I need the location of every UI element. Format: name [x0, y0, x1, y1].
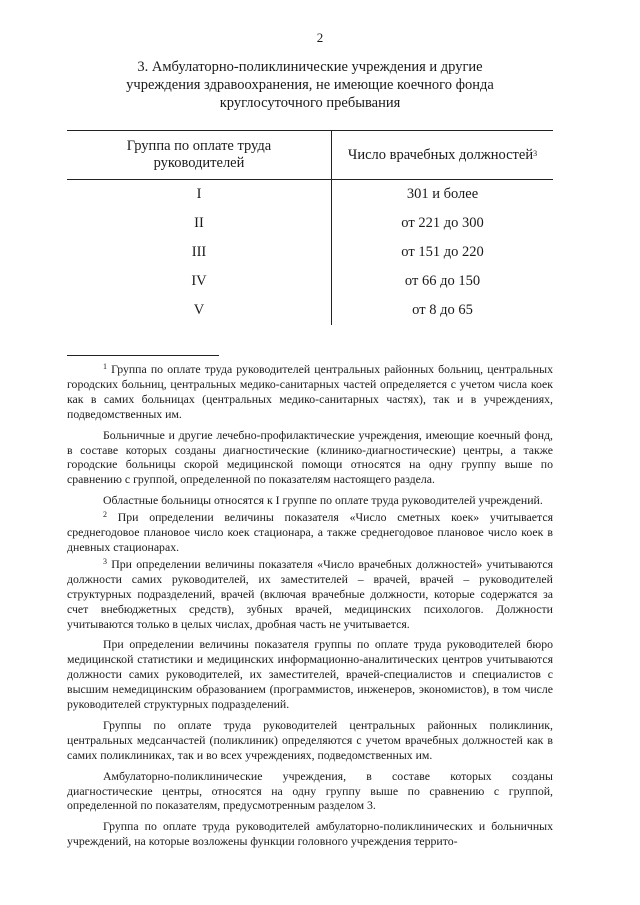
count-cell: от 66 до 150	[404, 273, 481, 289]
footnote-1-paragraph-1	[67, 362, 553, 422]
table-row	[67, 180, 553, 210]
header-doctor-positions	[332, 131, 554, 180]
count-cell: от 221 до 300	[401, 215, 484, 231]
group-cell: II	[67, 209, 332, 238]
footnote-3-text-1: При определении величины показателя «Число врачебных должностей» учитываются должности самих руководителей, их заместителей – врачей, врачей – руководителей структурных подразделений, врачей (включая врачебные должности, которые содержатся за счет внебюджетных средств), зубных врачей, медицинских психологов. Должности учитываются только в целых числах, дробная часть не учитывается.	[67, 556, 553, 631]
group-cell: V	[67, 296, 332, 325]
footnote-1-text-1: Группа по оплате труда руководителей центральных районных больниц, центральных городских больниц, центральных медико-санитарных частей определяется с учетом числа коек как в самих больницах (центральных медико-санитарных частях), так и в учреждениях, подведомственных им.	[67, 362, 553, 421]
footnote-3-text-4: Амбулаторно-поликлинические учреждения, в составе которых созданы диагностические центры, относятся на одну группу выше по сравнению с группой, определенной по показателям, предусмотренным разделом 3.	[67, 768, 553, 813]
footnote-3-paragraph-1	[67, 557, 553, 632]
header-doctor-positions-label: Число врачебных должностей	[347, 146, 534, 163]
footnote-ref-3: 3	[533, 148, 538, 158]
footnotes	[67, 362, 553, 855]
section-title-line-1: 3. Амбулаторно-поликлинические учреждения и другие	[137, 59, 483, 75]
footnote-1-text-3: Областные больницы относятся к I группе по оплате труда руководителей учреждений.	[103, 493, 543, 508]
footnote-separator	[67, 355, 219, 356]
footnote-3-paragraph-5	[67, 819, 553, 849]
footnote-1-paragraph-2	[67, 428, 553, 488]
table-header-row	[67, 131, 553, 180]
table-row	[67, 209, 553, 238]
header-pay-group-line-2: руководителей	[153, 155, 245, 171]
footnote-3-text-2: При определении величины показателя группы по оплате труда руководителей бюро медицинской статистики и медицинских информационно-аналитических центров учитываются должности самих руководителей, их заместителей, врачей-специалистов и специалистов с высшим немедицинским образованием (программистов, инженеров, экономистов), в том числе руководителей структурных подразделений.	[67, 637, 553, 712]
table-row	[67, 296, 553, 325]
footnote-mark-1: 1	[103, 362, 107, 371]
footnote-3-paragraph-2	[67, 637, 553, 712]
page-number: 2	[316, 30, 324, 45]
group-cell: I	[67, 180, 332, 210]
count-cell: от 8 до 65	[412, 302, 473, 318]
section-title-line-3: круглосуточного пребывания	[219, 95, 401, 111]
group-cell: IV	[67, 267, 332, 296]
footnote-3-paragraph-4	[67, 769, 553, 814]
footnote-3-paragraph-3	[67, 718, 553, 763]
header-pay-group-line-1: Группа по оплате труда	[126, 138, 272, 154]
section-title	[90, 58, 530, 112]
footnote-mark-3: 3	[103, 556, 107, 566]
count-cell: от 151 до 220	[401, 244, 484, 260]
table-row	[67, 267, 553, 296]
footnote-2-paragraph-1	[67, 510, 553, 555]
pay-group-table	[67, 130, 553, 325]
group-cell: III	[67, 238, 332, 267]
footnote-3-text-3: Группы по оплате труда руководителей центральных районных поликлиник, центральных медсанчастей (поликлиник) определяются с учетом врачебных должностей как в самих поликлиниках, так и во всех учреждениях, подведомственных им.	[67, 717, 553, 762]
count-cell: 301 и более	[406, 186, 479, 202]
table-row	[67, 238, 553, 267]
footnote-3-text-5: Группа по оплате труда руководителей амбулаторно-поликлинических и больничных учреждений, на которые возложены функции головного учреждения террито-	[67, 819, 553, 849]
footnote-1-text-2: Больничные и другие лечебно-профилактические учреждения, имеющие коечный фонд, в составе которых созданы диагностические (клинико-диагностические) центры, а также городские больницы скорой медицинской помощи относятся на одну группу выше по сравнению с группой, определенной по показателям настоящего раздела.	[67, 427, 553, 487]
section-title-line-2: учреждения здравоохранения, не имеющие коечного фонда	[126, 77, 494, 93]
footnote-2-text-1: При определении величины показателя «Число сметных коек» учитывается среднегодовое плановое число коек стационара, а также среднегодовое плановое число коек в дневных стационарах.	[67, 510, 553, 554]
header-pay-group	[67, 131, 332, 180]
footnote-mark-2: 2	[103, 510, 107, 520]
footnote-1-paragraph-3	[67, 493, 553, 508]
